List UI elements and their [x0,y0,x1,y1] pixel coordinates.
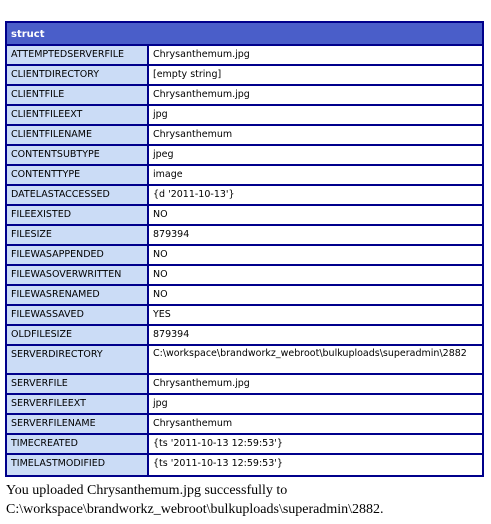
table-row [7,186,482,206]
row-key[interactable]: TIMELASTMODIFIED [7,455,149,475]
row-key[interactable]: OLDFILESIZE [7,326,149,346]
table-row [7,166,482,186]
row-value: jpg [149,395,482,415]
row-value: jpg [149,106,482,126]
table-row [7,266,482,286]
row-key[interactable]: DATELASTACCESSED [7,186,149,206]
table-row [7,346,482,375]
row-key[interactable]: CONTENTTYPE [7,166,149,186]
row-value: NO [149,266,482,286]
row-value: YES [149,306,482,326]
table-row [7,286,482,306]
table-row [7,106,482,126]
row-value: Chrysanthemum [149,415,482,435]
table-row [7,435,482,455]
row-key[interactable]: SERVERFILE [7,375,149,395]
row-value: 879394 [149,326,482,346]
table-row [7,455,482,475]
row-value: Chrysanthemum.jpg [149,46,482,66]
table-row [7,126,482,146]
struct-dump [5,21,484,477]
row-value: NO [149,246,482,266]
table-row [7,66,482,86]
row-key[interactable]: CLIENTFILEEXT [7,106,149,126]
row-key[interactable]: CLIENTDIRECTORY [7,66,149,86]
row-value: image [149,166,482,186]
row-key[interactable]: FILEEXISTED [7,206,149,226]
row-value: [empty string] [149,66,482,86]
row-key[interactable]: CLIENTFILENAME [7,126,149,146]
row-key[interactable]: TIMECREATED [7,435,149,455]
row-key[interactable]: FILESIZE [7,226,149,246]
row-value: NO [149,286,482,306]
row-key[interactable]: ATTEMPTEDSERVERFILE [7,46,149,66]
row-key[interactable]: FILEWASSAVED [7,306,149,326]
table-row [7,415,482,435]
row-key[interactable]: SERVERDIRECTORY [7,346,149,375]
row-value: NO [149,206,482,226]
row-value: {ts '2011-10-13 12:59:53'} [149,455,482,475]
row-key[interactable]: CONTENTSUBTYPE [7,146,149,166]
upload-success-message: You uploaded Chrysanthemum.jpg successfully to C:\workspace\brandworkz_webroot\bulkuploads\superadmin\2882. [6,483,384,517]
row-key[interactable]: CLIENTFILE [7,86,149,106]
table-row [7,375,482,395]
table-row [7,226,482,246]
row-value: 879394 [149,226,482,246]
row-key[interactable]: SERVERFILEEXT [7,395,149,415]
row-key[interactable]: FILEWASAPPENDED [7,246,149,266]
row-value: jpeg [149,146,482,166]
row-value: Chrysanthemum.jpg [149,375,482,395]
row-key[interactable]: FILEWASRENAMED [7,286,149,306]
table-row [7,206,482,226]
table-row [7,306,482,326]
table-row [7,146,482,166]
table-row [7,395,482,415]
table-row [7,46,482,66]
row-value: Chrysanthemum [149,126,482,146]
table-row [7,86,482,106]
table-row [7,246,482,266]
row-value: C:\workspace\brandworkz_webroot\bulkuploads\superadmin\2882 [149,346,482,375]
table-row [7,326,482,346]
row-value: {d '2011-10-13'} [149,186,482,206]
row-value: {ts '2011-10-13 12:59:53'} [149,435,482,455]
struct-table [7,46,482,475]
row-value: Chrysanthemum.jpg [149,86,482,106]
row-key[interactable]: SERVERFILENAME [7,415,149,435]
struct-header[interactable]: struct [7,23,482,46]
row-key[interactable]: FILEWASOVERWRITTEN [7,266,149,286]
